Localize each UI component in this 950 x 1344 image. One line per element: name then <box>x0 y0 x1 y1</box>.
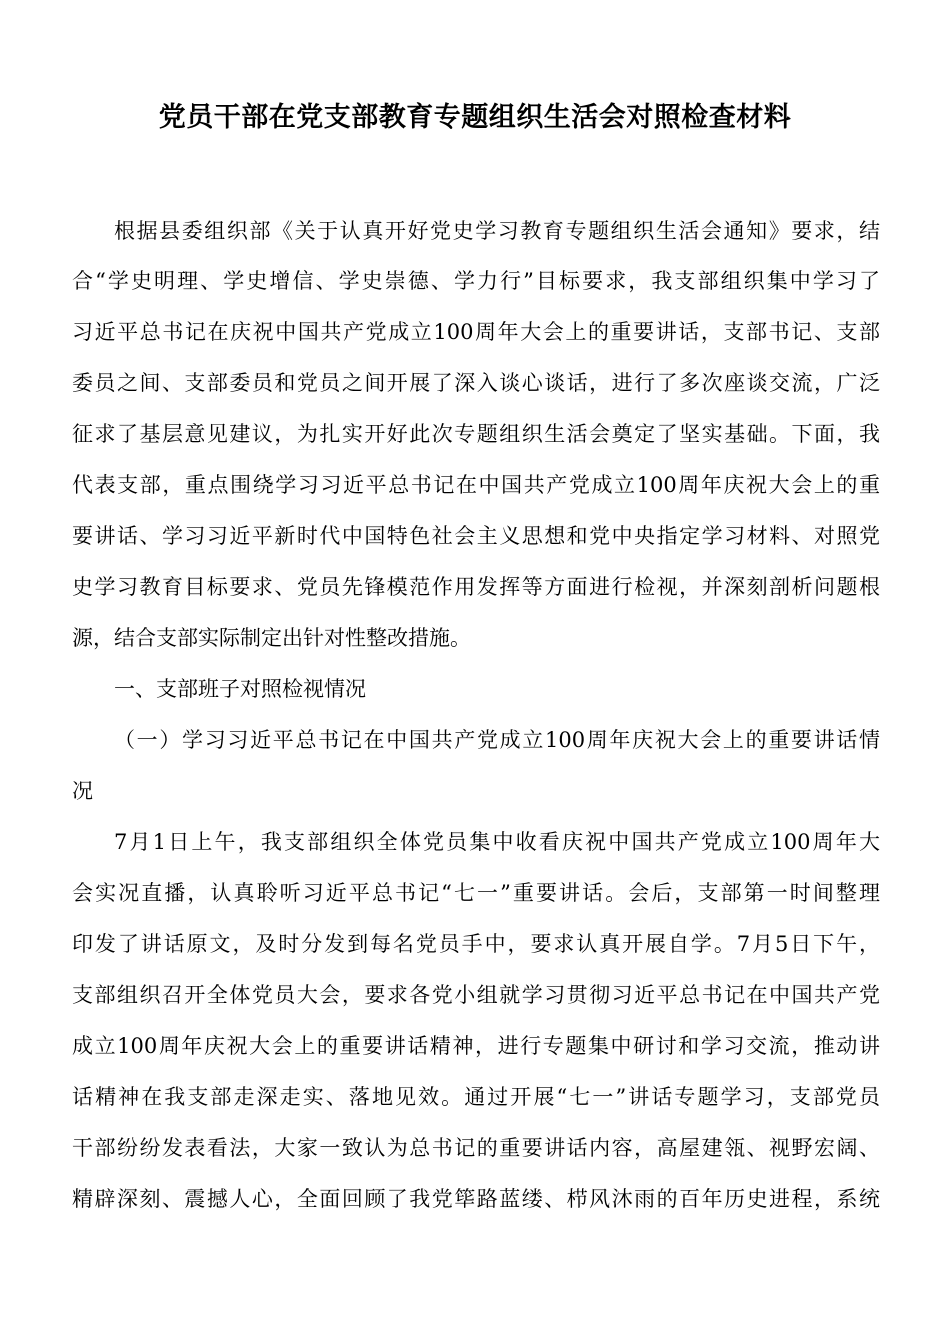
paragraph-2-line-8: 精辟深刻、震撼人心，全面回顾了我党筚路蓝缕、栉风沐雨的百年历史进程，系统 <box>72 1187 880 1211</box>
paragraph-2-line-4: 支部组织召开全体党员大会，要求各党小组就学习贯彻习近平总书记在中国共产党 <box>72 983 880 1007</box>
paragraph-1-line-7: 要讲话、学习习近平新时代中国特色社会主义思想和党中央指定学习材料、对照党 <box>72 524 880 548</box>
paragraph-1-line-4: 委员之间、支部委员和党员之间开展了深入谈心谈话，进行了多次座谈交流，广泛 <box>72 371 880 395</box>
subsection-heading-1-line-2: 况 <box>72 779 93 803</box>
paragraph-1-line-9: 源，结合支部实际制定出针对性整改措施。 <box>72 626 471 650</box>
paragraph-1-line-1: 根据县委组织部《关于认真开好党史学习教育专题组织生活会通知》要求，结 <box>114 219 880 243</box>
paragraph-1-line-6: 代表支部，重点围绕学习习近平总书记在中国共产党成立100周年庆祝大会上的重 <box>72 473 880 497</box>
document-title: 党员干部在党支部教育专题组织生活会对照检查材料 <box>158 102 792 133</box>
paragraph-2-line-5: 成立100周年庆祝大会上的重要讲话精神，进行专题集中研讨和学习交流，推动讲 <box>72 1034 880 1058</box>
paragraph-1-line-2: 合“学史明理、学史增信、学史崇德、学力行”目标要求，我支部组织集中学习了 <box>72 269 880 293</box>
paragraph-2-line-1: 7月1日上午，我支部组织全体党员集中收看庆祝中国共产党成立100周年大 <box>114 830 880 854</box>
paragraph-2-line-2: 会实况直播，认真聆听习近平总书记“七一”重要讲话。会后，支部第一时间整理 <box>72 881 880 905</box>
paragraph-1-line-3: 习近平总书记在庆祝中国共产党成立100周年大会上的重要讲话，支部书记、支部 <box>72 320 880 344</box>
paragraph-1-line-5: 征求了基层意见建议，为扎实开好此次专题组织生活会奠定了坚实基础。下面，我 <box>72 422 880 446</box>
paragraph-1-line-8: 史学习教育目标要求、党员先锋模范作用发挥等方面进行检视，并深刻剖析问题根 <box>72 575 880 599</box>
section-heading-1: 一、支部班子对照检视情况 <box>114 677 366 701</box>
paragraph-2-line-6: 话精神在我支部走深走实、落地见效。通过开展“七一”讲话专题学习，支部党员 <box>72 1085 880 1109</box>
paragraph-2-line-3: 印发了讲话原文，及时分发到每名党员手中，要求认真开展自学。7月5日下午， <box>72 932 880 956</box>
subsection-heading-1-line-1: （一）学习习近平总书记在中国共产党成立100周年庆祝大会上的重要讲话情 <box>114 728 880 752</box>
paragraph-2-line-7: 干部纷纷发表看法，大家一致认为总书记的重要讲话内容，高屋建瓴、视野宏阔、 <box>72 1136 880 1160</box>
